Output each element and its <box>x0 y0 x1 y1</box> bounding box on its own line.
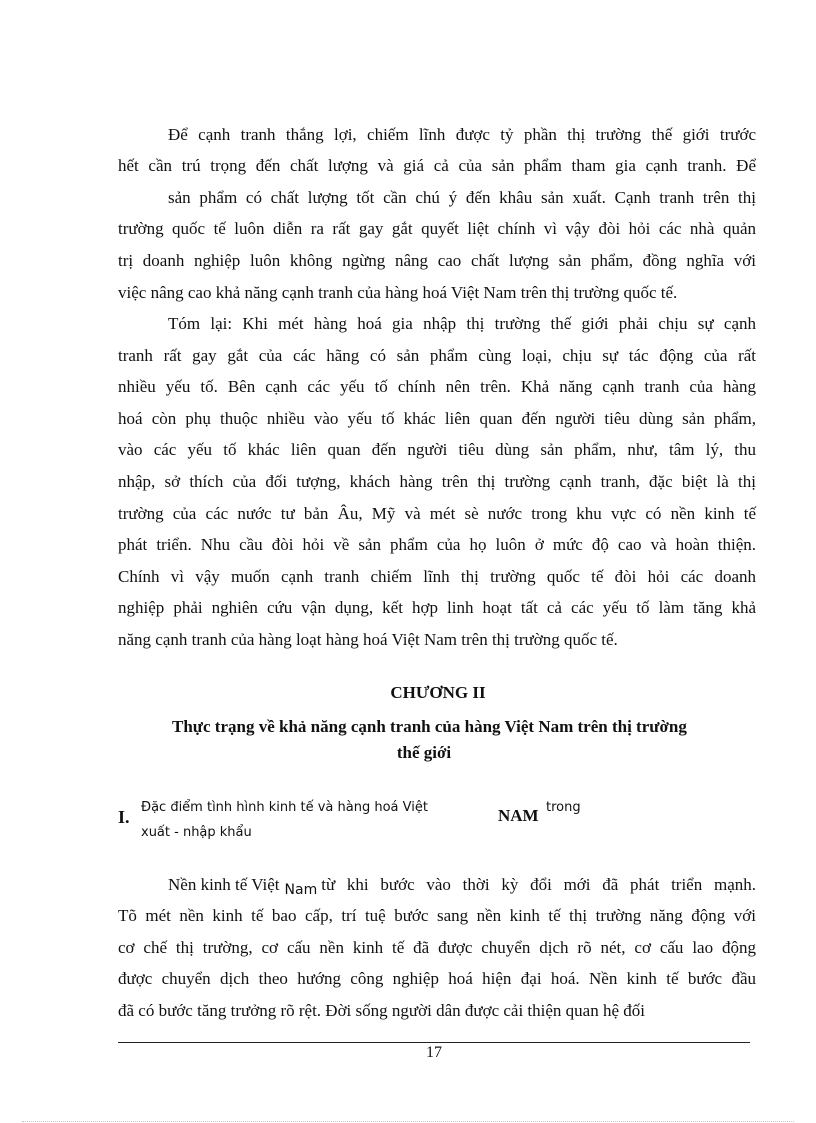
p1-line-2: hết cần trú trọng đến chất lượng và giá cả của sản phẩm tham gia cạnh tranh. Để <box>118 156 756 175</box>
chapter-title-line-2: thế giới <box>396 743 452 762</box>
p3-line-1-nam: Nam <box>284 882 318 898</box>
section-title-part-1: Đặc điểm tình hình kinh tế và hàng hoá Việt <box>141 800 428 815</box>
p3-line-2: Tõ mét nền kinh tế bao cấp, trí tuệ bước sang nền kinh tế thị trường năng động với <box>118 906 756 925</box>
footer-rule <box>118 1042 750 1043</box>
p3-line-4: được chuyển dịch theo hướng công nghiệp hoá hiện đại hoá. Nền kinh tế bước đầu <box>118 969 756 988</box>
section-numeral: I. <box>118 807 130 827</box>
p3-line-1-end: từ khi bước vào thời kỳ đổi mới đã phát triển mạnh. <box>321 875 756 894</box>
p2-line-10: nghiệp phải nghiên cứu vận dụng, kết hợp linh hoạt tất cả các yếu tố làm tăng khả <box>118 598 756 617</box>
p3-line-5: đã có bước tăng trưởng rõ rệt. Đời sống người dân được cải thiện quan hệ đối <box>118 1001 645 1020</box>
p3-line-3: cơ chế thị trường, cơ cấu nền kinh tế đã được chuyển dịch rõ nét, cơ cấu lao động <box>118 938 756 957</box>
chapter-label: CHƯƠNG II <box>390 683 486 702</box>
chapter-title-line-1: Thực trạng về khả năng cạnh tranh của hàng Việt Nam trên thị trường <box>172 717 687 736</box>
p2-line-4: hoá còn phụ thuộc nhiều vào yếu tố khác liên quan đến người tiêu dùng sản phẩm, <box>118 409 756 428</box>
p2-line-9: Chính vì vậy muốn cạnh tranh chiếm lĩnh thị trường quốc tế đòi hỏi các doanh <box>118 567 756 586</box>
p2-line-5: vào các yếu tố khác liên quan đến người tiêu dùng sản phẩm, như, tâm lý, thu <box>118 440 756 459</box>
p1-line-1: Để cạnh tranh thắng lợi, chiếm lĩnh được tỷ phần thị trường thế giới trước <box>168 125 756 144</box>
p2-line-3: nhiều yếu tố. Bên cạnh các yếu tố chính nên trên. Khả năng cạnh tranh của hàng <box>118 377 756 396</box>
p3-line-1-start: Nền kinh tế Việt <box>168 875 280 894</box>
section-title-nam: NAM <box>498 806 539 825</box>
p1-line-5: trị doanh nghiệp luôn không ngừng nâng cao chất lượng sản phẩm, đồng nghĩa với <box>118 251 756 270</box>
p2-line-11: năng cạnh tranh của hàng loạt hàng hoá Việt Nam trên thị trường quốc tế. <box>118 630 618 649</box>
p2-line-8: phát triển. Nhu cầu đòi hỏi về sản phẩm của họ luôn ở mức độ cao và hoàn thiện. <box>118 535 756 554</box>
p1-line-4: trường quốc tế luôn diễn ra rất gay gắt quyết liệt chính vì vậy đòi hỏi các nhà quản <box>118 219 756 238</box>
section-title-part-2: trong <box>546 800 581 815</box>
p2-line-2: tranh rất gay gắt của các hãng có sản phẩm cùng loại, chịu sự tác động của rất <box>118 346 756 365</box>
p2-line-6: nhập, sở thích của đối tượng, khách hàng trên thị trường cạnh tranh, đặc biệt là thị <box>118 472 756 491</box>
p3-line-1 <box>168 874 756 896</box>
p2-line-1: Tóm lại: Khi mét hàng hoá gia nhập thị trường thế giới phải chịu sự cạnh <box>168 314 756 333</box>
page-bottom-border <box>22 1121 794 1122</box>
p1-line-3: sản phẩm có chất lượng tốt cần chú ý đến khâu sản xuất. Cạnh tranh trên thị <box>168 188 756 207</box>
p1-line-6: việc nâng cao khả năng cạnh tranh của hàng hoá Việt Nam trên thị trường quốc tế. <box>118 283 678 302</box>
page-number: 17 <box>426 1044 442 1061</box>
p2-line-7: trường của các nước tư bản Âu, Mỹ và mét sè nước trong khu vực có nền kinh tế <box>118 504 756 523</box>
section-title-line-2: xuất - nhập khẩu <box>141 825 252 840</box>
